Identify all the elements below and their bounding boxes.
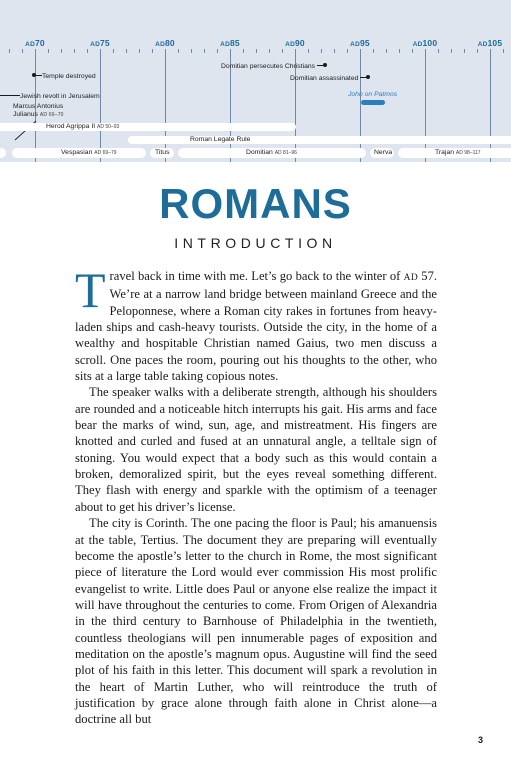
- patmos-period-bar: [361, 100, 385, 105]
- minor-tick: [308, 49, 309, 53]
- event-temple-destroyed: Temple destroyed: [32, 73, 96, 81]
- minor-tick: [100, 49, 101, 53]
- body-text: [75, 262, 438, 728]
- minor-tick: [35, 49, 36, 53]
- minor-tick: [477, 49, 478, 53]
- minor-tick: [399, 49, 400, 53]
- minor-tick: [438, 49, 439, 53]
- event-marker-icon: [323, 63, 327, 67]
- minor-tick: [87, 49, 88, 53]
- minor-tick: [243, 49, 244, 53]
- minor-tick: [191, 49, 192, 53]
- paragraph-2: The speaker walks with a deliberate strength, although his shoulders are rounded and a noticeable hitch interrupts his gait. His arms and face bear the marks of wind, sun, age, and mistreatment. His fingers are knotted and curled and fused at an unnatural angle, a telltale sign of stoning. You would expect that a body such as this would contain a broken, demoralized spirit, but the eyes reveal something different. They flash with energy and sparkle with the optimism of a teenager about to get his driver’s license.: [75, 385, 437, 514]
- minor-tick: [373, 49, 374, 53]
- emperor-domitian: Domitian AD 81–96: [246, 149, 297, 156]
- timeline-band: [0, 0, 511, 162]
- year-label-90: AD90: [285, 38, 305, 48]
- year-line: [100, 50, 101, 162]
- minor-tick: [321, 49, 322, 53]
- minor-tick: [386, 49, 387, 53]
- drop-cap: T: [75, 262, 106, 318]
- minor-tick: [113, 49, 114, 53]
- minor-tick: [334, 49, 335, 53]
- year-line: [165, 50, 166, 162]
- roman-legate-bar: [128, 136, 511, 144]
- minor-tick: [503, 49, 504, 53]
- page-number: 3: [478, 735, 484, 745]
- year-label-70: AD70: [25, 38, 45, 48]
- year-line: [490, 50, 491, 162]
- paragraph-3: The city is Corinth. The one pacing the floor is Paul; his amanuensis at the table, Tertius. The document they are preparing will eventually become the apostle’s letter to the church in Rome, the most significant piece of literature the Lord would ever commission His most prolific evangelist to write. Little does Paul or anyone else realize the impact it will have throughout the centuries to come. From Origen of Alexandria in the third century to Barnhouse of Philadelphia in the twentieth, countless theologians will pen innumerable pages of exposition and meditation on the apostle’s magnum opus. Augustine will find the seed plot of his faith in this letter. This document will spark a revolution in the heart of Martin Luther, who will reintroduce the truth of justification by grace alone through faith alone in Christ alone—a doctrine all but: [75, 516, 437, 727]
- minor-tick: [139, 49, 140, 53]
- minor-tick: [412, 49, 413, 53]
- minor-tick: [295, 49, 296, 53]
- minor-tick: [204, 49, 205, 53]
- minor-tick: [178, 49, 179, 53]
- year-label-80: AD80: [155, 38, 175, 48]
- paragraph-1: Travel back in time with me. Let’s go back to the winter of AD 57. We’re at a narrow land bridge between mainland Greece and the Peloponnese, where a Roman city rakes in fortunes from heavy-laden ships and cash-heavy tourists. Outside the city, in the home of a wealthy and hospitable Christian named Gaius, two men discuss a scroll. One paces the room, pouring out his thoughts to the other, who sits at a large table taking copious notes.: [75, 262, 438, 384]
- minor-tick: [48, 49, 49, 53]
- minor-tick: [360, 49, 361, 53]
- minor-tick: [425, 49, 426, 53]
- event-jewish-revolt: Jewish revolt in Jerusalem: [0, 94, 100, 101]
- year-label-75: AD75: [90, 38, 110, 48]
- minor-tick: [282, 49, 283, 53]
- minor-tick: [256, 49, 257, 53]
- minor-tick: [490, 49, 491, 53]
- event-julianus: Julianus AD 66–70: [13, 111, 64, 118]
- year-label-85: AD85: [220, 38, 240, 48]
- event-marcus-antonius: Marcus Antonius: [13, 103, 64, 110]
- year-label-100: AD100: [412, 38, 438, 48]
- emperor-titus: Titus: [155, 149, 170, 156]
- event-john-on-patmos: John on Patmos: [348, 91, 398, 98]
- section-subtitle: INTRODUCTION: [174, 235, 337, 251]
- minor-tick: [165, 49, 166, 53]
- emperor-nerva: Nerva: [374, 149, 393, 156]
- herod-agrippa-label: Herod Agrippa II AD 50–93: [46, 123, 120, 130]
- event-domitian-assassinated: Domitian assassinated: [290, 75, 370, 83]
- event-domitian-persecutes: Domitian persecutes Christians: [221, 63, 327, 71]
- emperor-segment: [0, 148, 6, 158]
- minor-tick: [464, 49, 465, 53]
- year-label-95: AD95: [350, 38, 370, 48]
- event-marker-icon: [366, 75, 370, 79]
- herod-agrippa-bar: [0, 123, 296, 131]
- minor-tick: [269, 49, 270, 53]
- roman-legate-label: Roman Legate Rule: [190, 136, 251, 143]
- minor-tick: [74, 49, 75, 53]
- emperor-strip: [0, 148, 511, 158]
- minor-tick: [61, 49, 62, 53]
- year-line: [360, 50, 361, 162]
- era-abbreviation: AD: [403, 273, 418, 283]
- minor-tick: [152, 49, 153, 53]
- year-line: [425, 50, 426, 162]
- emperor-vespasian: Vespasian AD 69–79: [61, 149, 117, 156]
- minor-tick: [9, 49, 10, 53]
- book-title: ROMANS: [159, 180, 352, 227]
- minor-tick: [126, 49, 127, 53]
- minor-tick: [230, 49, 231, 53]
- minor-tick: [451, 49, 452, 53]
- minor-tick: [217, 49, 218, 53]
- emperor-trajan: Trajan AD 98–117: [435, 149, 481, 156]
- year-label-105: AD105: [477, 38, 503, 48]
- minor-tick: [347, 49, 348, 53]
- minor-tick: [22, 49, 23, 53]
